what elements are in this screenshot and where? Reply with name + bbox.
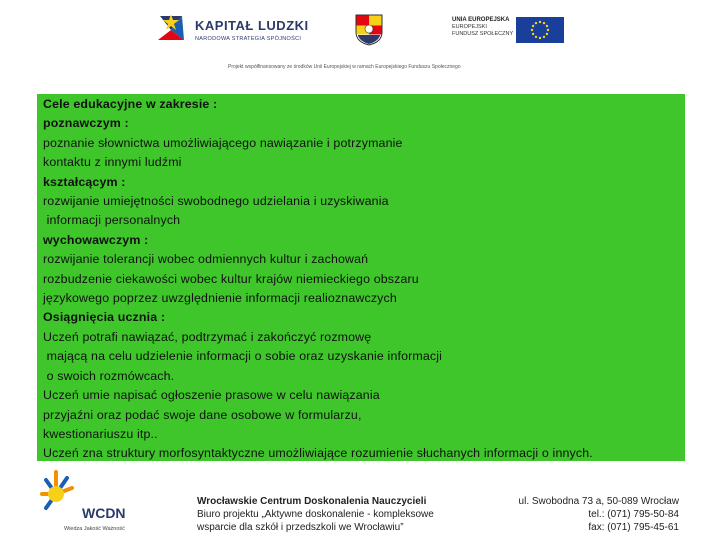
content-line: rozbudzenie ciekawości wobec kultur krajów niemieckiego obszaru xyxy=(43,271,419,286)
eu-star-icon xyxy=(535,22,537,24)
eu-main-label: UNIA EUROPEJSKA xyxy=(452,17,510,23)
content-line: poznanie słownictwa umożliwiającego nawiązanie i potrzymanie xyxy=(43,135,403,150)
content-heading: Cele edukacyjne w zakresie : xyxy=(43,97,218,111)
eu-star-icon xyxy=(539,21,541,23)
eu-star-icon xyxy=(543,22,545,24)
organization-block xyxy=(197,495,434,534)
cofinancing-note: Projekt współfinansowany ze środków Unii Europejskiej w ramach Europejskiego Funduszu Społecznego xyxy=(228,64,461,70)
kapital-ludzki-subtitle: NARODOWA STRATEGIA SPÓJNOŚCI xyxy=(195,36,302,42)
header xyxy=(0,0,720,90)
wcdn-tagline: Wiedza Jakość Ważność xyxy=(64,526,125,532)
content-line: przyjaźni oraz podać swoje dane osobowe w formularzu, xyxy=(43,407,362,422)
eu-star-icon xyxy=(547,29,549,31)
eu-star-icon xyxy=(546,25,548,27)
content-heading: Osiągnięcia ucznia : xyxy=(43,310,166,325)
eu-star-icon xyxy=(535,36,537,38)
content-line: rozwijanie umiejętności swobodnego udzielania i uzyskiwania xyxy=(43,194,389,209)
content-line: mającą na celu udzielenie informacji o sobie oraz uzyskanie informacji xyxy=(43,349,443,364)
phone: tel.: (071) 795-50-84 xyxy=(588,509,679,520)
eu-star-icon xyxy=(543,36,545,38)
content-line: kontaktu z innymi ludźmi xyxy=(43,155,182,170)
content-box xyxy=(37,94,685,461)
kapital-ludzki-title: KAPITAŁ LUDZKI xyxy=(195,18,309,33)
contact-block xyxy=(519,495,679,534)
eu-star-icon xyxy=(546,33,548,35)
organization-project-line-1: Biuro projektu „Aktywne doskonalenie - kompleksowe xyxy=(197,509,434,520)
kapital-ludzki-text xyxy=(195,18,309,42)
wroclaw-coat-of-arms-icon xyxy=(355,14,383,46)
eu-text xyxy=(452,17,513,38)
content-line: informacji personalnych xyxy=(43,213,181,228)
wcdn-logo-text: WCDN xyxy=(82,505,126,521)
content-line: o swoich rozmówcach. xyxy=(43,368,175,383)
kapital-ludzki-logo-icon xyxy=(152,10,190,48)
content-heading: kształcącym : xyxy=(43,174,126,189)
content-line: językowego poprzez uwzględnienie informacji realioznawczych xyxy=(43,291,397,306)
organization-project-line-2: wsparcie dla szkół i przedszkoli we Wrocławiu” xyxy=(197,522,404,533)
eu-star-icon xyxy=(532,25,534,27)
eu-star-icon xyxy=(539,37,541,39)
content-line: Uczeń zna struktury morfosyntaktyczne umożliwiające rozumienie słuchanych informacji o innych. xyxy=(43,446,593,461)
content-line: Uczeń umie napisać ogłoszenie prasowe w celu nawiązania xyxy=(43,388,380,403)
organization-name: Wrocławskie Centrum Doskonalenia Nauczycieli xyxy=(197,496,427,507)
content-heading: wychowawczym : xyxy=(43,232,149,247)
eu-star-icon xyxy=(531,29,533,31)
content-line: Uczeń potrafi nawiązać, podtrzymać i zakończyć rozmowę xyxy=(43,329,372,344)
fax: fax: (071) 795-45-61 xyxy=(588,522,679,533)
eu-sub-label-2: FUNDUSZ SPOŁECZNY xyxy=(452,31,514,37)
eu-flag-icon xyxy=(516,17,564,43)
footer xyxy=(0,462,720,540)
eu-star-icon xyxy=(532,33,534,35)
content-line: rozwijanie tolerancji wobec odmiennych kultur i zachowań xyxy=(43,252,369,267)
content-line: kwestionariuszu itp.. xyxy=(43,426,158,441)
content-heading: poznawczym : xyxy=(43,116,129,131)
address: ul. Swobodna 73 a, 50-089 Wrocław xyxy=(518,496,679,507)
eu-sub-label-1: EUROPEJSKI xyxy=(452,24,487,30)
